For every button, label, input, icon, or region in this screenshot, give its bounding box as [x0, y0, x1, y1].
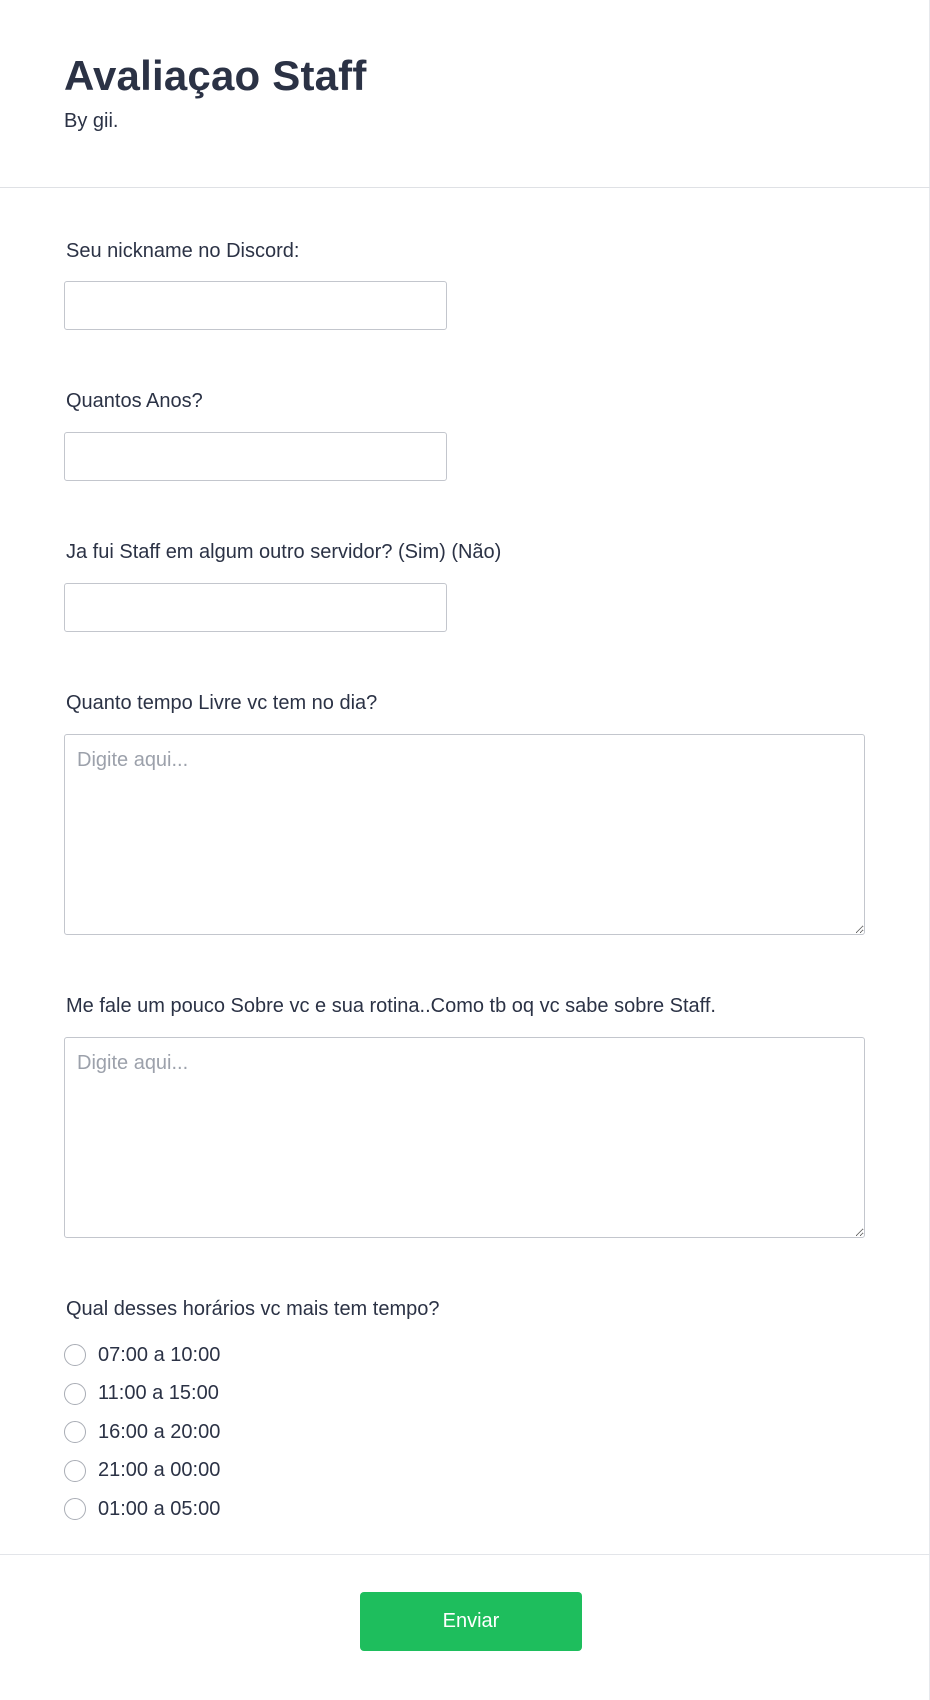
question-label-schedule: Qual desses horários vc mais tem tempo?: [66, 1298, 440, 1320]
question-label-age: Quantos Anos?: [66, 390, 203, 412]
question-label-nickname: Seu nickname no Discord:: [66, 240, 300, 262]
radio-button[interactable]: [64, 1460, 86, 1482]
previous-staff-input[interactable]: [64, 583, 447, 632]
radio-option-label: 16:00 a 20:00: [98, 1420, 221, 1443]
radio-button[interactable]: [64, 1383, 86, 1405]
schedule-option[interactable]: [64, 1490, 220, 1529]
submit-button[interactable]: Enviar: [360, 1592, 582, 1651]
schedule-option[interactable]: [64, 1375, 220, 1414]
schedule-option[interactable]: [64, 1413, 220, 1452]
radio-option-label: 21:00 a 00:00: [98, 1459, 221, 1482]
schedule-radio-group: [64, 1336, 220, 1529]
radio-option-label: 07:00 a 10:00: [98, 1343, 221, 1366]
radio-button[interactable]: [64, 1344, 86, 1366]
question-label-free-time: Quanto tempo Livre vc tem no dia?: [66, 692, 378, 714]
schedule-option[interactable]: [64, 1336, 220, 1375]
question-label-previous-staff: Ja fui Staff em algum outro servidor? (Sim) (Não): [66, 541, 502, 563]
about-you-textarea[interactable]: [64, 1037, 865, 1238]
nickname-input[interactable]: [64, 281, 447, 330]
radio-option-label: 11:00 a 15:00: [98, 1382, 219, 1405]
form-header: [0, 0, 930, 188]
age-input[interactable]: [64, 432, 447, 481]
question-label-about-you: Me fale um pouco Sobre vc e sua rotina..Como tb oq vc sabe sobre Staff.: [66, 995, 716, 1017]
footer-divider: [0, 1554, 930, 1555]
radio-button[interactable]: [64, 1498, 86, 1520]
schedule-option[interactable]: [64, 1452, 220, 1491]
form-subtitle: By gii.: [64, 110, 119, 132]
form-title: Avaliaçao Staff: [64, 52, 367, 99]
radio-option-label: 01:00 a 05:00: [98, 1497, 221, 1520]
free-time-textarea[interactable]: [64, 734, 865, 935]
radio-button[interactable]: [64, 1421, 86, 1443]
